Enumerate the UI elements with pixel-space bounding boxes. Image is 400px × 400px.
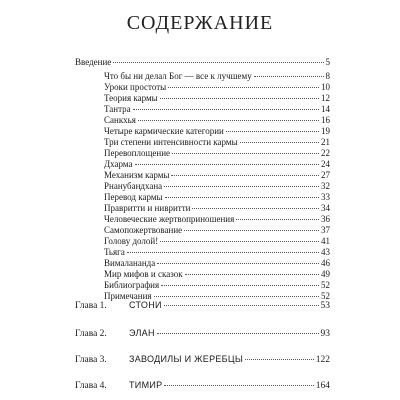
toc-entry-page: 16 (321, 115, 330, 125)
dot-leader (113, 62, 323, 63)
toc-entry[interactable] (104, 115, 330, 126)
dot-leader (184, 230, 319, 231)
toc-entry-page: 5 (325, 57, 330, 67)
toc-entry[interactable] (104, 159, 330, 170)
dot-leader (240, 142, 319, 143)
toc-entry[interactable] (104, 82, 330, 93)
dot-leader (164, 186, 319, 187)
toc-entry-label: Перевод кармы (104, 192, 163, 202)
chapter-number: Глава 1. (75, 301, 107, 311)
toc-entry-label: Правритти и нивритти (104, 203, 191, 213)
toc-entry-page: 34 (321, 203, 330, 213)
toc-entry-page: 37 (321, 225, 330, 235)
dot-leader (138, 120, 319, 121)
toc-entry[interactable] (104, 203, 330, 214)
toc-entry[interactable] (104, 181, 330, 192)
toc-entry-label: Санкхья (104, 115, 136, 125)
toc-entry[interactable] (104, 258, 330, 269)
chapter-title: СТОНИ (129, 300, 162, 310)
dot-leader (127, 252, 319, 253)
dot-leader (185, 274, 319, 275)
toc-entry-page: 52 (321, 280, 330, 290)
toc-entry-label: Тантра (104, 104, 131, 114)
toc-chapter-2[interactable] (75, 328, 330, 340)
toc-entry-label: Вималананда (104, 258, 156, 268)
toc-entry-page: 10 (321, 82, 330, 92)
chapter-title: ЭЛАН (129, 328, 155, 338)
dot-leader (171, 175, 319, 176)
chapter-page: 53 (320, 301, 330, 311)
toc-entry[interactable] (104, 104, 330, 115)
toc-chapter-4[interactable] (75, 380, 330, 392)
toc-entry-label: Что бы ни делал Бог — все к лучшему (104, 71, 252, 81)
chapter-page: 164 (315, 381, 330, 391)
dot-leader (168, 87, 319, 88)
dot-leader (157, 333, 319, 334)
toc-entry-page: 41 (321, 236, 330, 246)
toc-entry-label: Мир мифов и сказок (104, 269, 183, 279)
toc-entry-label: Механизм кармы (104, 170, 170, 180)
toc-entry[interactable] (104, 148, 330, 159)
toc-entry-page: 52 (321, 291, 330, 301)
chapter-title: ЗАВОДИЛЫ И ЖЕРЕБЦЫ (129, 354, 244, 364)
toc-entry-page: 49 (321, 269, 330, 279)
dot-leader (133, 109, 319, 110)
toc-entry-label: Самопожертвование (104, 225, 183, 235)
chapter-number: Глава 3. (75, 355, 107, 365)
dot-leader (226, 131, 319, 132)
dot-leader (236, 219, 319, 220)
toc-entry-page: 36 (321, 214, 330, 224)
dot-leader (172, 153, 319, 154)
toc-entry-page: 46 (321, 258, 330, 268)
toc-entry[interactable] (104, 236, 330, 247)
toc-entry[interactable] (104, 137, 330, 148)
toc-entry[interactable] (104, 280, 330, 291)
chapter-number: Глава 4. (75, 381, 107, 391)
dot-leader (164, 305, 319, 306)
toc-entry[interactable] (104, 192, 330, 203)
toc-entry-page: 24 (321, 159, 330, 169)
toc-entry-page: 27 (321, 170, 330, 180)
toc-entry-introduction[interactable] (75, 57, 330, 68)
toc-entry-label: Введение (75, 57, 112, 67)
dot-leader (254, 76, 324, 77)
toc-entry-label: Перевоплощение (104, 148, 171, 158)
toc-entry-label: Три степени интенсивности кармы (104, 137, 238, 147)
dot-leader (154, 296, 319, 297)
dot-leader (245, 359, 314, 360)
page-title: СОДЕРЖАНИЕ (126, 12, 274, 34)
toc-entry-label: Примечания (104, 291, 152, 301)
toc-entry-page: 43 (321, 247, 330, 257)
chapter-number: Глава 2. (75, 329, 107, 339)
toc-entry-label: Рнанубандхана (104, 181, 163, 191)
toc-entry[interactable] (104, 214, 330, 225)
toc-chapter-3[interactable] (75, 354, 330, 366)
dot-leader (192, 208, 319, 209)
dot-leader (160, 241, 319, 242)
toc-entry-page: 32 (321, 181, 330, 191)
dot-leader (157, 263, 319, 264)
toc-entry-page: 22 (321, 148, 330, 158)
toc-entry[interactable] (104, 126, 330, 137)
toc-entry-label: Человеческие жертвоприношения (104, 214, 235, 224)
toc-entry-label: Четыре кармические категории (104, 126, 224, 136)
toc-entry-page: 21 (321, 137, 330, 147)
toc-entry[interactable] (104, 247, 330, 258)
dot-leader (165, 197, 319, 198)
toc-entry-label: Теория кармы (104, 93, 158, 103)
dot-leader (160, 98, 319, 99)
dot-leader (161, 285, 319, 286)
toc-entry[interactable] (104, 225, 330, 236)
toc-entry-page: 8 (325, 71, 330, 81)
toc-entry-label: Дхарма (104, 159, 133, 169)
chapter-title: ТИМИР (129, 380, 163, 390)
toc-entry-label: Голову долой! (104, 236, 159, 246)
toc-entry-page: 33 (321, 192, 330, 202)
toc-entry[interactable] (104, 170, 330, 181)
toc-entry-label: Библиография (104, 280, 160, 290)
dot-leader (164, 385, 313, 386)
chapter-page: 122 (315, 355, 330, 365)
dot-leader (135, 164, 319, 165)
toc-entry[interactable] (104, 93, 330, 104)
toc-entry-page: 12 (321, 93, 330, 103)
toc-entry-page: 19 (321, 126, 330, 136)
toc-entry-label: Уроки простоты (104, 82, 167, 92)
toc-entry[interactable] (104, 269, 330, 280)
toc-entry-label: Тьяга (104, 247, 125, 257)
toc-chapter-1[interactable] (75, 300, 330, 312)
chapter-page: 93 (320, 329, 330, 339)
toc-entry-page: 14 (321, 104, 330, 114)
toc-entry[interactable] (104, 71, 330, 82)
